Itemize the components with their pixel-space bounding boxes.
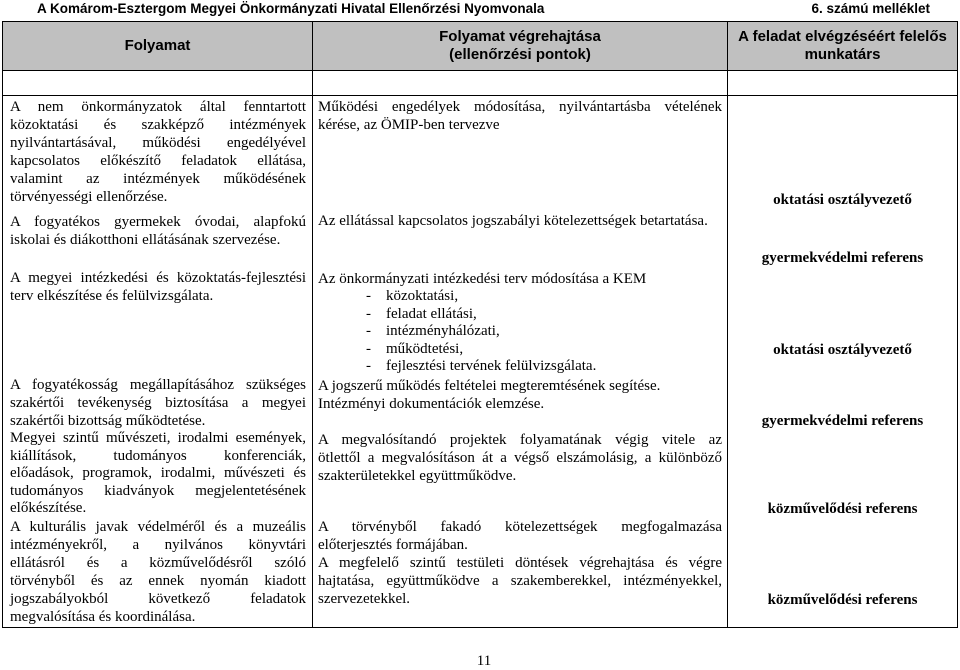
text-line: törvényből és az ennek nyomán kiadott: [10, 573, 306, 589]
text-line: Az ellátással kapcsolatos jogszabályi kötelezettségek betartatása.: [318, 213, 708, 229]
text-line: A kulturális javak védelméről és a muzeális: [10, 519, 306, 535]
list-marker: -: [366, 288, 371, 305]
responsible-cell: [728, 212, 957, 268]
responsible-cell: [728, 376, 957, 430]
page-number: 11: [476, 653, 492, 669]
text-line: nyilvántartásával, működési engedélyével: [10, 135, 306, 151]
responsible-person: közművelődési referens: [767, 501, 918, 517]
text-line: intézményekről, a nyilvános könyvtári: [10, 537, 306, 553]
execution-cell: [318, 376, 722, 430]
responsible-person: gyermekvédelmi referens: [761, 250, 924, 266]
text-line: A megfelelő szintű testületi döntések végrehajtása és végre: [318, 555, 722, 571]
column-header-responsible: [728, 22, 957, 70]
text-line: A jogszerű működés feltételei megteremtésének segítése.: [318, 378, 661, 394]
list-marker: -: [366, 323, 371, 340]
column-header-process: [3, 22, 312, 70]
text-line: kapcsolatos előkészítő feladatok ellátása,: [10, 153, 306, 169]
list-item: [318, 341, 722, 358]
text-line: kérése, az ÖMIP-ben tervezve: [318, 117, 500, 133]
responsible-cell: [728, 518, 957, 627]
column-header-execution: [313, 22, 727, 70]
column-header-process-label: Folyamat: [124, 37, 191, 54]
execution-column: [313, 98, 727, 627]
execution-cell: [318, 212, 722, 268]
text-line: Megyei szintű művészeti, irodalmi események,: [10, 430, 306, 446]
list-item-text: működtetési,: [386, 340, 464, 357]
execution-cell: [318, 518, 722, 627]
text-line: terv elkészítése és felülvizsgálata.: [10, 288, 214, 304]
text-line: hajtatása, együttműködve a szakemberekkel, intézményekkel,: [318, 573, 722, 589]
process-cell: [10, 268, 306, 376]
process-cell: [10, 376, 306, 430]
text-line: jogszabályokból következő feladatok: [10, 591, 306, 607]
text-line: megvalósítása és koordinálása.: [10, 609, 196, 625]
column-header-responsible-line: munkatárs: [804, 46, 881, 63]
column-header-execution-line: Folyamat végrehajtása: [439, 28, 601, 45]
list-marker: -: [366, 305, 371, 322]
text-line: A megyei intézkedési és közoktatás-fejlesztési: [10, 270, 306, 286]
list-item: [318, 306, 722, 323]
list-item: [318, 288, 722, 305]
text-line: előkészítése.: [10, 500, 87, 517]
column-header-responsible-line: A feladat elvégzéséért felelős: [738, 28, 947, 45]
list-marker: -: [366, 340, 371, 357]
document-header-title: A Komárom-Esztergom Megyei Önkormányzati Hivatal Ellenőrzési Nyomvonala: [37, 1, 545, 16]
text-line: szakértői tevékenység biztosítása a megyei: [10, 395, 306, 411]
list-item-text: fejlesztési tervének felülvizsgálata.: [386, 358, 597, 375]
text-line: valamint az intézmények működésének: [10, 171, 306, 187]
text-line: közoktatási és szakképző intézmények: [10, 117, 306, 133]
execution-cell: [318, 98, 722, 212]
list-item: [318, 358, 722, 375]
text-line: Intézményi dokumentációk elemzése.: [318, 396, 545, 412]
text-line: szervezetekkel.: [318, 591, 411, 607]
execution-cell: [318, 430, 722, 518]
text-line: előterjesztés formájában.: [318, 537, 468, 553]
responsible-person: gyermekvédelmi referens: [761, 413, 924, 429]
text-line: Működési engedélyek módosítása, nyilvántartásba vételének: [318, 99, 722, 115]
text-line: törvényességi ellenőrzése.: [10, 189, 168, 205]
responsible-person: oktatási osztályvezető: [773, 192, 912, 208]
column-header-execution-line: (ellenőrzési pontok): [449, 46, 591, 63]
header-bottom-rule: [3, 70, 957, 71]
text-line: iskolai és diákotthoni ellátásának szervezése.: [10, 232, 281, 248]
execution-cell: [318, 268, 722, 376]
spacer-row-bottom-rule: [3, 95, 957, 96]
process-table: [2, 21, 958, 628]
responsible-cell: [728, 430, 957, 518]
responsible-column: [728, 98, 957, 627]
list-item-text: közoktatási,: [386, 288, 459, 305]
process-cell: [10, 212, 306, 268]
list-marker: -: [366, 358, 371, 375]
text-line: kiállítások, tudományos konferenciák,: [10, 447, 306, 464]
annex-label: 6. számú melléklet: [811, 1, 930, 16]
list-item-text: feladat ellátási,: [386, 305, 477, 322]
text-line: A fogyatékosság megállapításához szükséges: [10, 377, 306, 393]
text-line: szakértői bizottság működtetése.: [10, 413, 206, 429]
process-cell: [10, 518, 306, 627]
list-item-text: intézményhálózati,: [386, 323, 500, 340]
process-cell: [10, 430, 306, 518]
text-line: A megvalósítandó projektek folyamatának végig vitele az: [318, 432, 722, 448]
text-line: előadások, programok, irodalmi, művészeti és: [10, 465, 306, 482]
text-line: szakterületekkel együttműködve.: [318, 468, 517, 484]
text-line: A nem önkormányzatok által fenntartott: [10, 99, 306, 115]
responsible-cell: [728, 268, 957, 376]
text-line: tudományos kiadványok megjelentetésének: [10, 482, 306, 499]
text-line: ötlettől a megvalósításon át a végső elszámolásig, a különböző: [318, 450, 722, 466]
text-line: ellátásról és a közművelődésről szóló: [10, 555, 306, 571]
text-line: A törvényből fakadó kötelezettségek megfogalmazása: [318, 519, 722, 535]
text-line: A fogyatékos gyermekek óvodai, alapfokú: [10, 214, 306, 230]
responsible-person: közművelődési referens: [767, 592, 918, 608]
responsible-cell: [728, 98, 957, 212]
text-line: Az önkormányzati intézkedési terv módosítása a KEM: [318, 271, 647, 287]
process-column: [3, 98, 312, 627]
process-cell: [10, 98, 306, 212]
responsible-person: oktatási osztályvezető: [773, 342, 912, 358]
list-item: [318, 323, 722, 340]
